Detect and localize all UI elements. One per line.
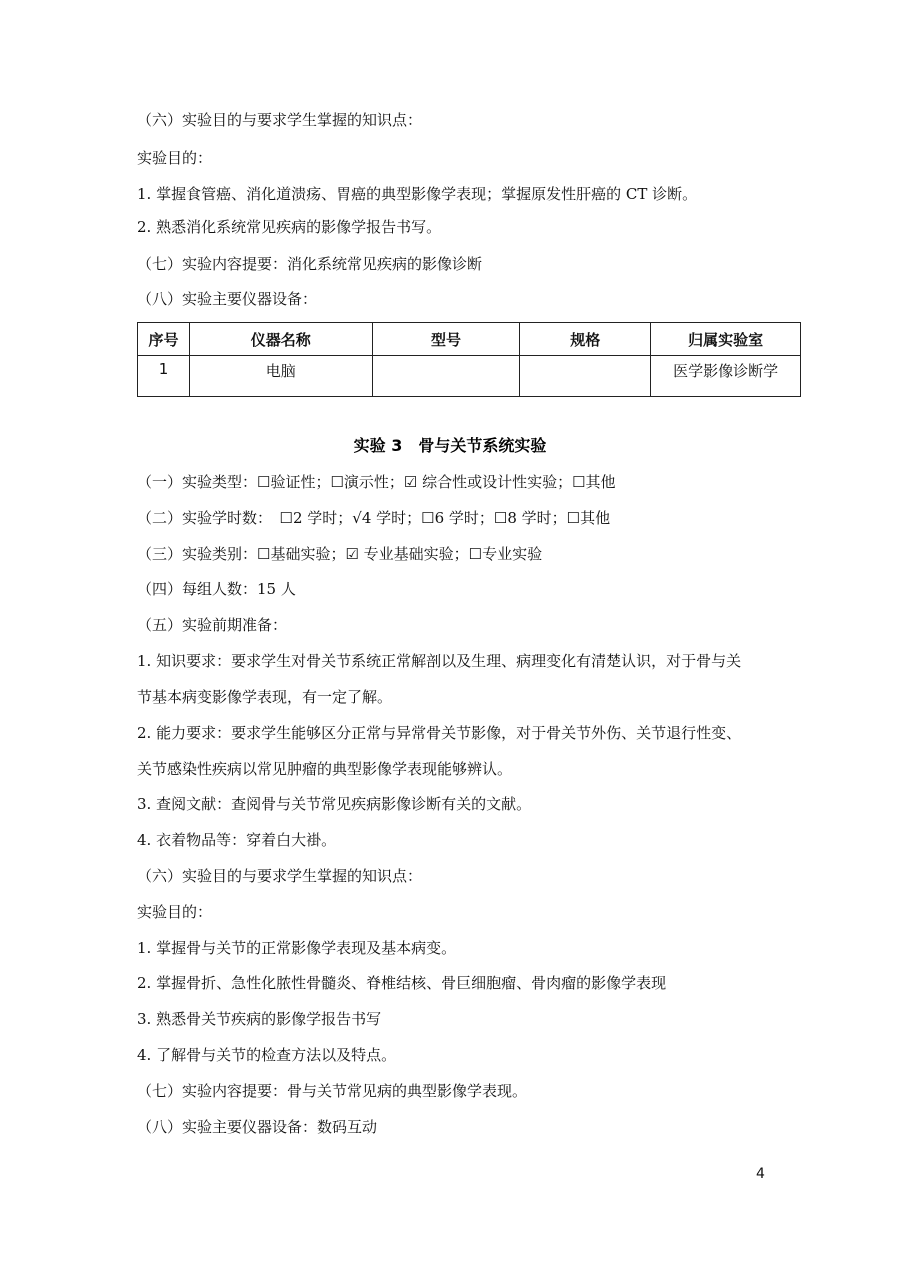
header-cell-name: 仪器名称	[189, 323, 372, 356]
cell-lab: 医学影像诊断学	[651, 356, 801, 397]
exp3-line: 节基本病变影像学表现，有一定了解。	[137, 688, 393, 706]
exp3-line: 4. 衣着物品等：穿着白大褂。	[137, 831, 337, 849]
exp3-line: 实验目的：	[137, 903, 213, 921]
exp3-line: 3. 查阅文献：查阅骨与关节常见疾病影像诊断有关的文献。	[137, 795, 532, 813]
header-cell-lab: 归属实验室	[651, 323, 801, 356]
exp3-line: 2. 掌握骨折、急性化脓性骨髓炎、脊椎结核、骨巨细胞瘤、骨肉瘤的影像学表现	[137, 974, 667, 992]
exp3-line: （八）实验主要仪器设备：数码互动	[137, 1118, 378, 1136]
cell-model	[372, 356, 520, 397]
header-cell-spec: 规格	[520, 323, 651, 356]
exp3-line: （四）每组人数：15 人	[137, 580, 296, 598]
exp3-line: （七）实验内容提要：骨与关节常见病的典型影像学表现。	[137, 1082, 528, 1100]
section-6-heading: （六）实验目的与要求学生掌握的知识点：	[137, 111, 423, 129]
table-row	[138, 356, 801, 397]
cell-spec	[520, 356, 651, 397]
objective-label: 实验目的：	[137, 149, 213, 167]
page-number: 4	[756, 1166, 765, 1182]
exp3-line: 4. 了解骨与关节的检查方法以及特点。	[137, 1046, 397, 1064]
exp3-line: （六）实验目的与要求学生掌握的知识点：	[137, 867, 423, 885]
header-cell-index: 序号	[138, 323, 190, 356]
exp3-line: （三）实验类别：☐基础实验；☑ 专业基础实验；☐专业实验	[137, 545, 543, 563]
experiment-3-title: 实验 3 骨与关节系统实验	[353, 436, 547, 455]
cell-name: 电脑	[189, 356, 372, 397]
equipment-table	[137, 322, 801, 397]
exp3-line: 2. 能力要求：要求学生能够区分正常与异常骨关节影像，对于骨关节外伤、关节退行性变、	[137, 724, 742, 742]
objective-item-1: 1. 掌握食管癌、消化道溃疡、胃癌的典型影像学表现；掌握原发性肝癌的 CT 诊断。	[137, 185, 698, 203]
exp3-line: （一）实验类型：☐验证性；☐演示性；☑ 综合性或设计性实验；☐其他	[137, 473, 616, 491]
exp3-line: 1. 知识要求：要求学生对骨关节系统正常解剖以及生理、病理变化有清楚认识，对于骨与关	[137, 652, 742, 670]
exp3-line: （五）实验前期准备：	[137, 616, 288, 634]
section-7-heading: （七）实验内容提要：消化系统常见疾病的影像诊断	[137, 255, 483, 273]
exp3-line: （二）实验学时数： ☐2 学时；√4 学时；☐6 学时；☐8 学时；☐其他	[137, 509, 611, 527]
cell-index: 1	[138, 356, 190, 397]
header-cell-model: 型号	[372, 323, 520, 356]
section-8-heading: （八）实验主要仪器设备：	[137, 290, 318, 308]
table-header-row	[138, 323, 801, 356]
exp3-line: 1. 掌握骨与关节的正常影像学表现及基本病变。	[137, 939, 457, 957]
objective-item-2: 2. 熟悉消化系统常见疾病的影像学报告书写。	[137, 218, 442, 236]
exp3-line: 关节感染性疾病以常见肿瘤的典型影像学表现能够辨认。	[137, 760, 513, 778]
exp3-line: 3. 熟悉骨关节疾病的影像学报告书写	[137, 1010, 382, 1028]
